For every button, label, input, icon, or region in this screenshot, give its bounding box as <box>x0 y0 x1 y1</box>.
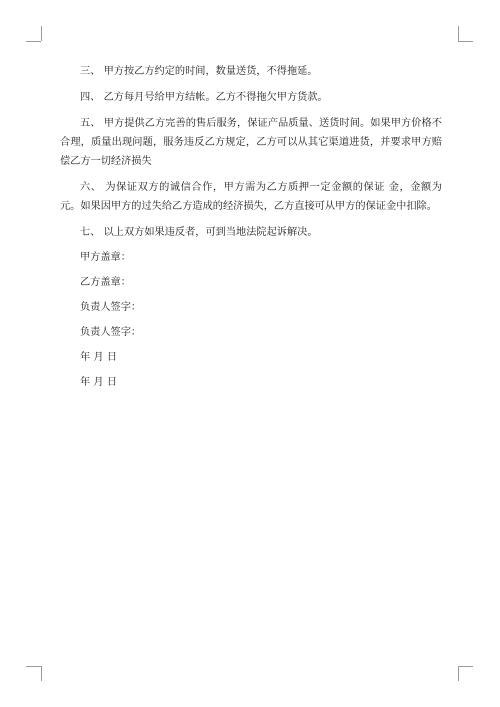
date-line-b: 年 月 日 <box>80 377 118 388</box>
crop-mark-bottom-right <box>458 666 473 667</box>
date-line-a: 年 月 日 <box>80 352 118 363</box>
document-body <box>60 62 442 392</box>
signatory-label-b: 负责人签字： <box>80 327 142 338</box>
crop-mark-bottom-left <box>41 666 42 681</box>
signatory-label-a: 负责人签字： <box>80 302 142 313</box>
crop-mark-bottom-left <box>26 666 41 667</box>
clause-5: 五、 甲方提供乙方完善的售后服务，保证产品质量、送货时间。如果甲方价格不合理，质量出现问题，服务违反乙方规定，乙方可以从其它渠道进货，并要求甲方赔偿乙方一切经济损失 <box>60 118 442 167</box>
party-b-seal-label: 乙方盖章： <box>80 277 131 288</box>
clause-7: 七、 以上双方如果违反者，可到当地法院起诉解决。 <box>80 227 318 238</box>
clause-6: 六、 为保证双方的诚信合作，甲方需为乙方质押一定金额的保证 金，金额为 元。如果因甲方的过失给乙方造成的经济损失，乙方直接可从甲方的保证金中扣除。 <box>60 182 442 212</box>
clause-4: 四、 乙方每月号给甲方结帐。乙方不得拖欠甲方货款。 <box>80 92 328 103</box>
clause-3: 三、 甲方按乙方约定的时间，数量送货，不得拖延。 <box>80 66 318 77</box>
crop-mark-top-right <box>458 41 473 42</box>
party-a-seal-label: 甲方盖章： <box>80 252 131 263</box>
crop-mark-bottom-right <box>458 666 459 681</box>
crop-mark-top-left <box>41 26 42 41</box>
crop-mark-top-left <box>26 41 41 42</box>
crop-mark-top-right <box>458 26 459 41</box>
